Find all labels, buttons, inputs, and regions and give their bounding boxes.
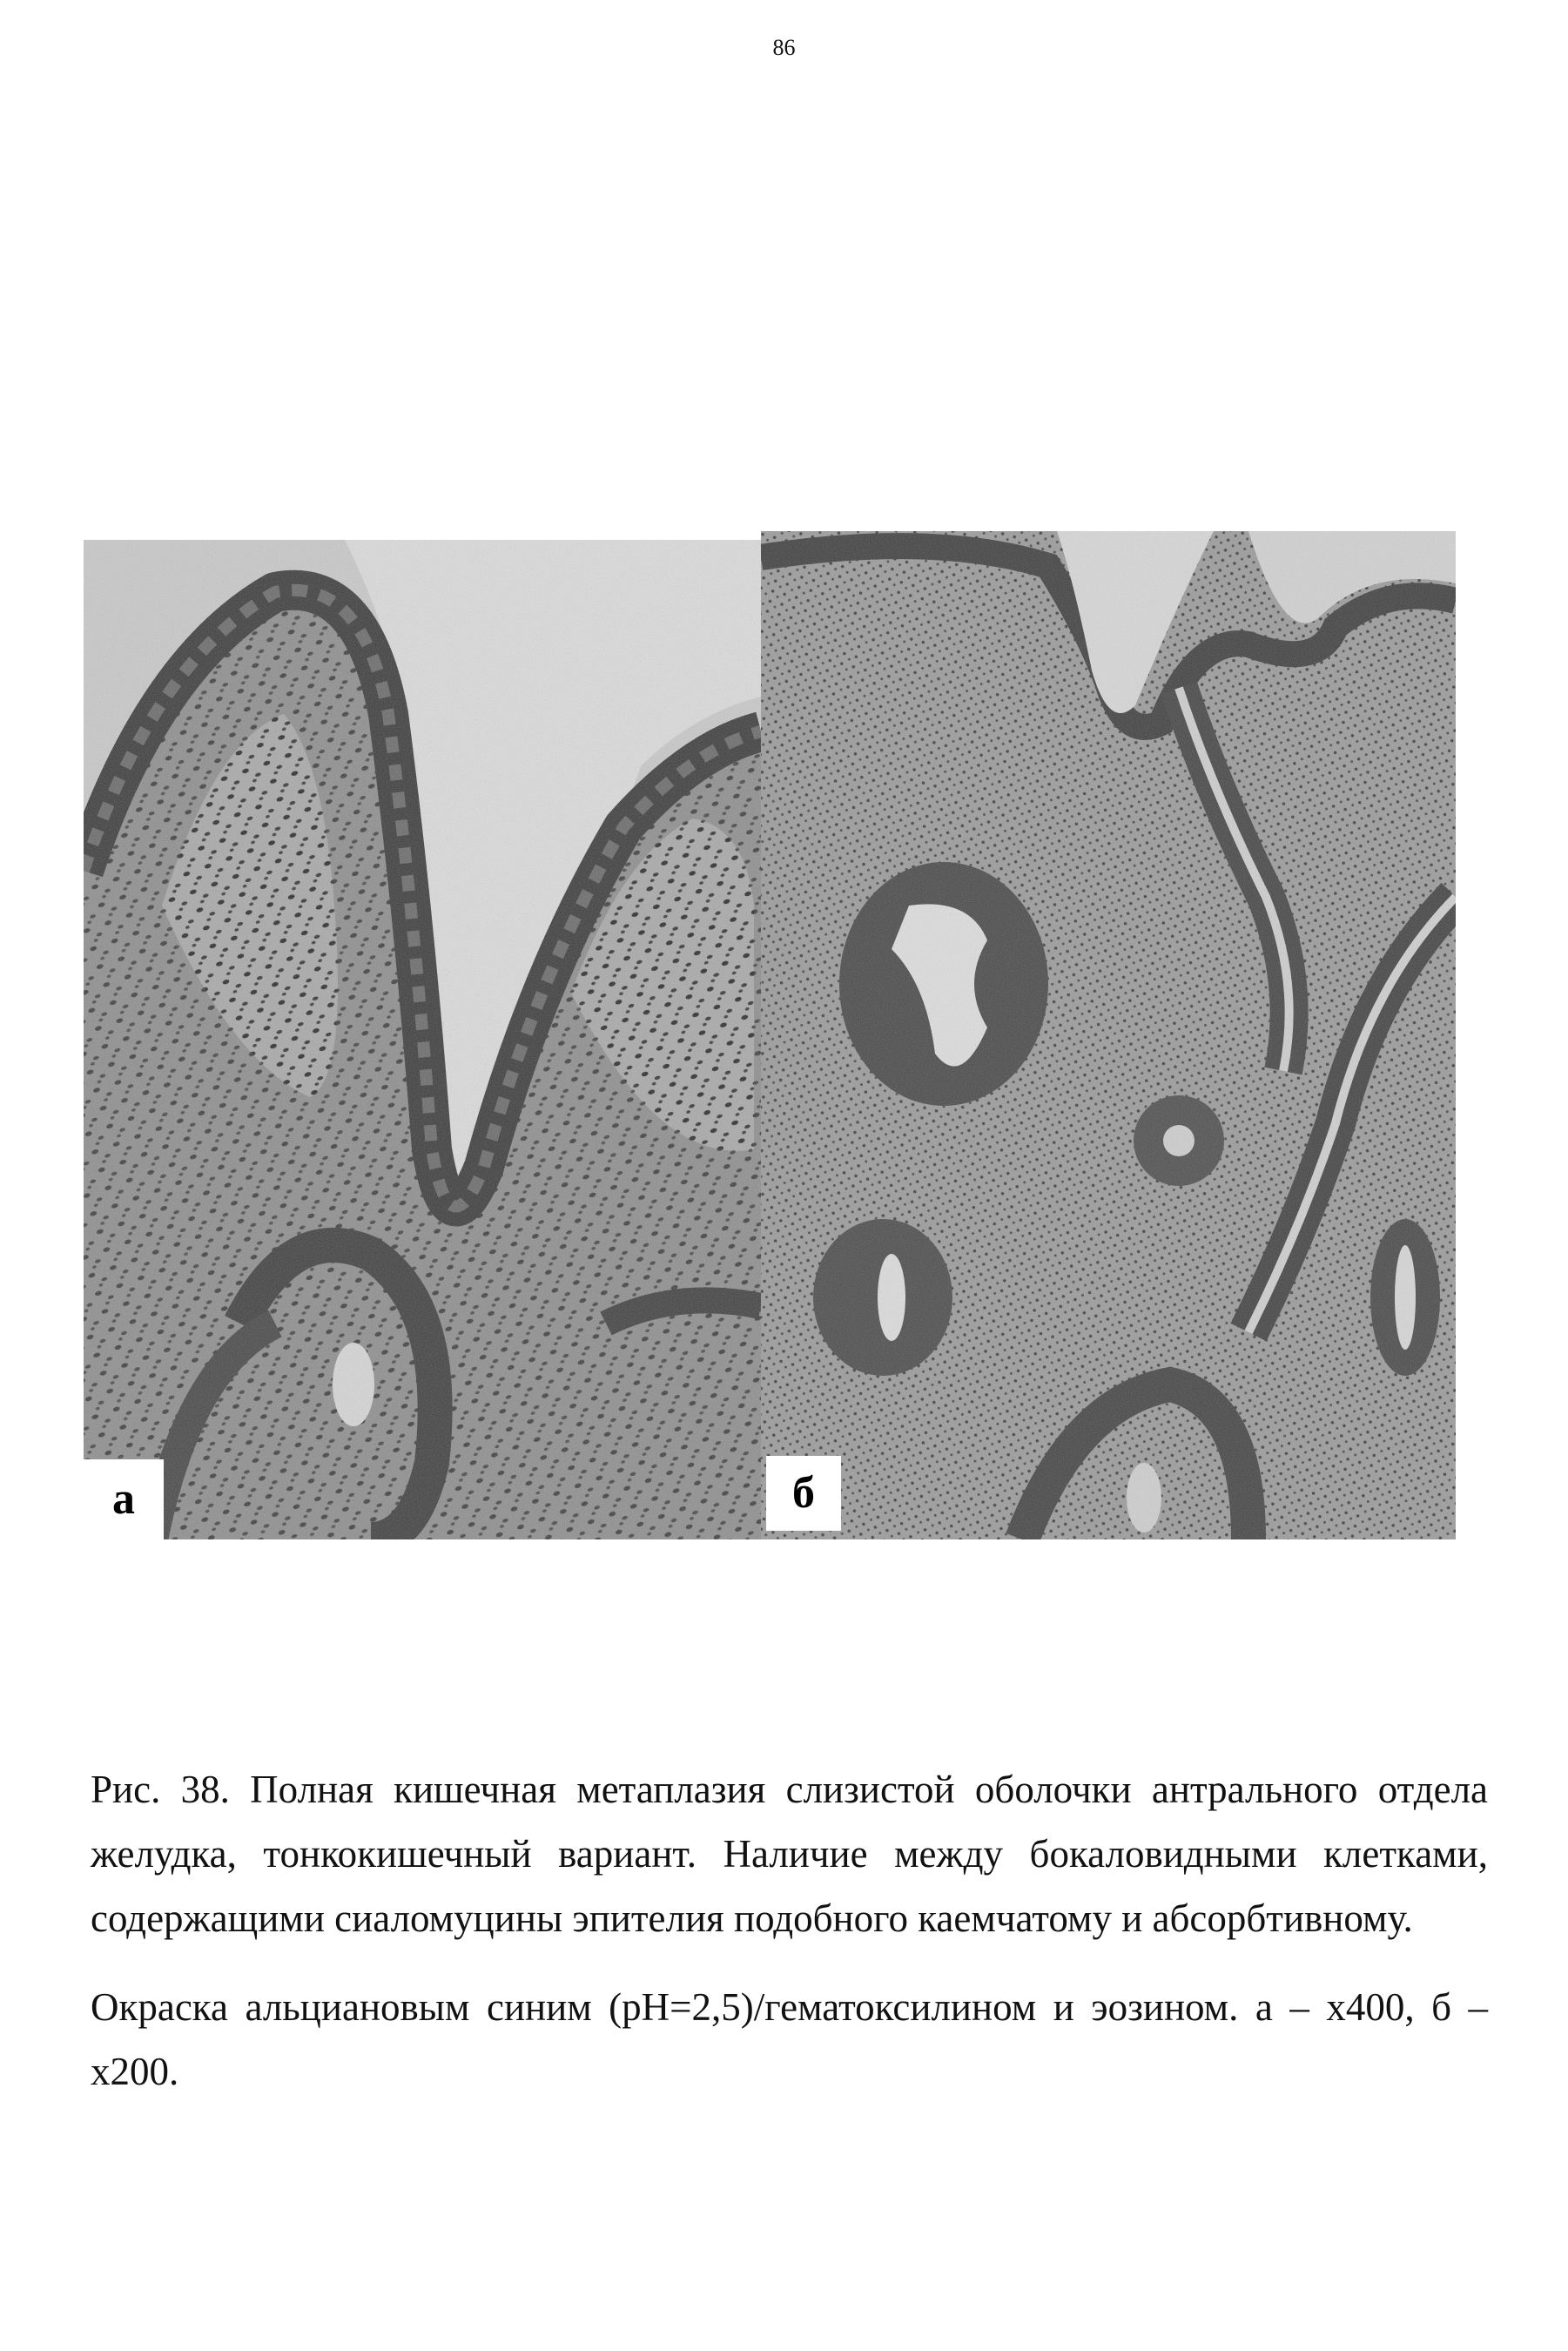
figure-caption-staining: Окраска альциановым синим (рН=2,5)/гематоксилином и эозином. а – х400, б – х200. — [91, 1985, 1488, 2093]
micrograph-panel-a — [84, 540, 761, 1539]
panel-label-b: б — [766, 1456, 841, 1531]
micrograph-b-image — [761, 531, 1456, 1539]
page-number: 86 — [772, 35, 796, 60]
panel-label-a: а — [84, 1459, 164, 1539]
figure-caption-description: Рис. 38. Полная кишечная метаплазия слизистой оболочки антрального отдела желудка, тонкокишечный вариант. Наличие между бокаловидными клетками, содержащими сиаломуцины эпителия подобного каемчатому и абсорбтивному. — [91, 1768, 1488, 1940]
micrograph-a-image — [84, 540, 761, 1539]
micrograph-panel-b — [761, 531, 1456, 1539]
